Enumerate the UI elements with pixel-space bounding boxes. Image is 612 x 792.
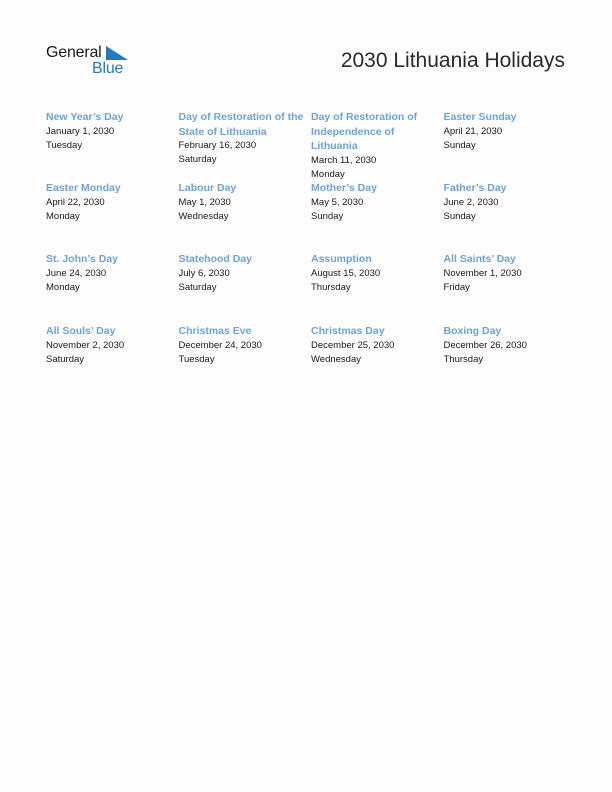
holiday-date: July 6, 2030 (178, 267, 230, 279)
holiday-item (46, 252, 179, 324)
holiday-weekday: Thursday (311, 281, 351, 293)
holiday-weekday: Saturday (178, 281, 217, 293)
logo-word-general: General (46, 44, 102, 61)
holiday-grid (46, 110, 576, 384)
holiday-item (46, 181, 179, 252)
holiday-date: March 11, 2030 (311, 154, 377, 166)
holiday-name: Day of Restoration of the State of Lithuania (178, 111, 304, 138)
holiday-weekday: Monday (46, 210, 80, 222)
holiday-weekday: Saturday (178, 154, 217, 165)
holiday-weekday: Wednesday (311, 353, 361, 365)
holiday-name: Christmas Day (311, 325, 385, 337)
holiday-date: August 15, 2030 (311, 267, 381, 279)
holiday-weekday: Wednesday (178, 210, 229, 222)
holiday-weekday: Sunday (443, 210, 476, 222)
holiday-item (311, 110, 444, 181)
holiday-name: Assumption (311, 253, 372, 265)
holiday-item (311, 324, 444, 384)
holiday-item (311, 252, 444, 324)
holiday-name: St. John’s Day (46, 253, 118, 265)
holiday-weekday: Tuesday (46, 139, 83, 151)
holiday-item (46, 110, 179, 181)
holiday-name: Father’s Day (443, 182, 507, 194)
holiday-item (179, 324, 312, 384)
holiday-name: Day of Restoration of Independence of Lithuania (311, 111, 418, 152)
holiday-date: November 1, 2030 (443, 267, 522, 279)
holiday-name: Christmas Eve (178, 325, 252, 337)
holiday-item (444, 324, 577, 384)
holiday-date: November 2, 2030 (46, 339, 125, 351)
holiday-name: All Souls’ Day (46, 325, 116, 337)
holiday-weekday: Tuesday (178, 353, 215, 365)
holiday-name: Statehood Day (178, 253, 253, 265)
holiday-name: Easter Monday (46, 182, 121, 194)
holiday-item (444, 181, 577, 252)
holiday-name: Easter Sunday (443, 111, 517, 123)
holiday-item (311, 181, 444, 252)
holiday-name: Boxing Day (443, 325, 502, 337)
generalblue-logo (46, 44, 136, 80)
holiday-date: April 21, 2030 (443, 125, 503, 137)
holiday-weekday: Monday (46, 281, 80, 293)
holiday-weekday: Sunday (443, 139, 476, 151)
page-title: 2030 Lithuania Holidays (340, 49, 565, 72)
holiday-weekday: Monday (311, 168, 345, 180)
holiday-date: May 5, 2030 (311, 196, 364, 208)
holiday-date: December 24, 2030 (178, 339, 262, 351)
holiday-date: June 24, 2030 (46, 267, 107, 279)
holiday-date: February 16, 2030 (178, 140, 257, 151)
holiday-name: Labour Day (178, 182, 237, 194)
holiday-weekday: Thursday (443, 353, 484, 365)
holiday-item (46, 324, 179, 384)
holiday-item (444, 252, 577, 324)
holiday-weekday: Friday (443, 281, 470, 293)
holiday-name: Mother’s Day (311, 182, 377, 194)
holiday-name: New Year’s Day (46, 111, 124, 123)
holiday-date: June 2, 2030 (443, 196, 499, 208)
holiday-date: May 1, 2030 (178, 196, 231, 208)
holiday-date: January 1, 2030 (46, 125, 115, 137)
holiday-date: December 26, 2030 (443, 339, 527, 351)
holiday-item (179, 252, 312, 324)
holiday-date: December 25, 2030 (311, 339, 395, 351)
holiday-item (179, 181, 312, 252)
holiday-date: April 22, 2030 (46, 196, 105, 208)
holiday-item (444, 110, 577, 181)
logo-word-blue: Blue (92, 60, 124, 77)
holiday-item (179, 110, 312, 181)
holiday-weekday: Sunday (311, 210, 344, 222)
holiday-weekday: Saturday (46, 353, 85, 365)
holiday-name: All Saints’ Day (443, 253, 516, 265)
